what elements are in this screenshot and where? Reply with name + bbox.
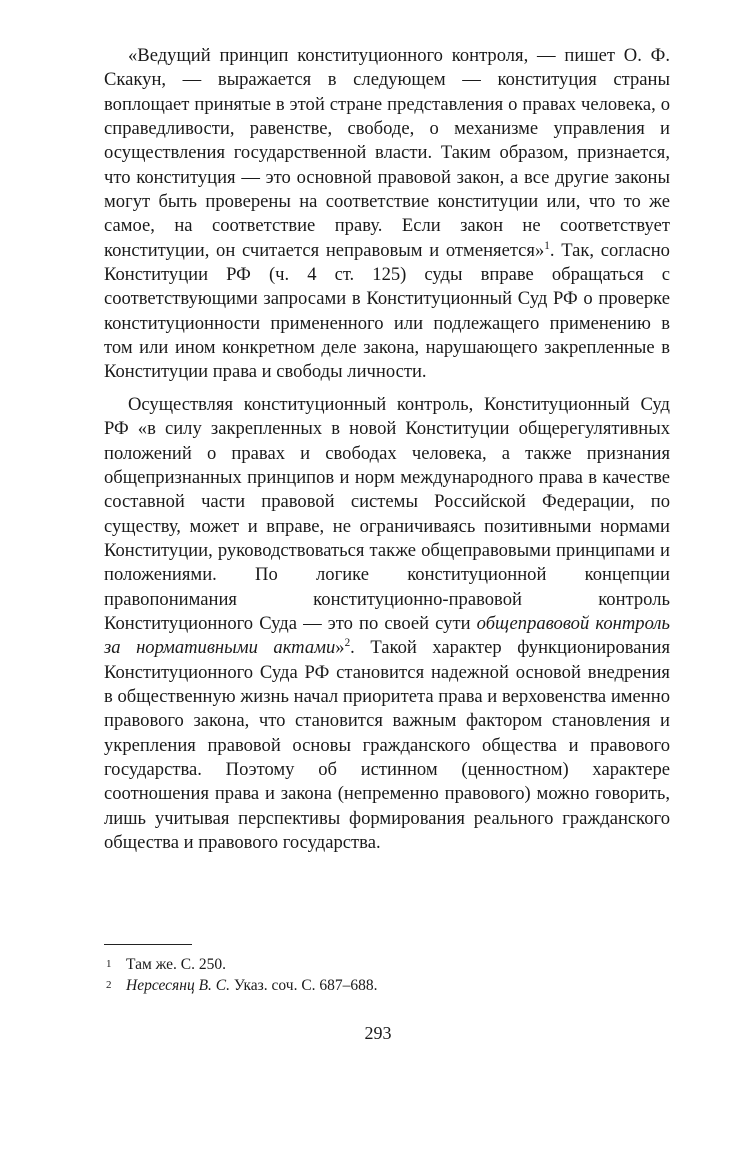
paragraph-1 — [104, 44, 670, 385]
footnote-2-author: Нерсесянц В. С. — [126, 977, 231, 994]
footnotes — [104, 954, 670, 996]
footnote-1 — [104, 954, 670, 975]
page-body — [104, 44, 670, 855]
footnote-2-number: 2 — [106, 979, 112, 991]
footnote-2-text: Указ. соч. С. 687–688. — [230, 977, 378, 994]
footnote-1-number: 1 — [106, 958, 112, 970]
paragraph-1-text: «Ведущий принцип конституционного контроля, — пишет О. Ф. Скакун, — выражается в следующем — конституция страны воплощает принятые в этой стране представления о правах человека, о справедливости, равенстве, свободе, о механизме управления и осуществления государственной власти. Таким образом, признается, что конституция — это основной правовой закон, а все другие законы могут быть проверены на соответствие конституции или, что то же самое, на соответствие праву. Если закон не соответствует конституции, он считается неправовым и отменяется» — [104, 45, 670, 261]
paragraph-2-rest: . Такой характер функционирования Конституционного Суда РФ становится надежной основой внедрения в общественную жизнь начал приоритета права и верховенства именно правового закона, что становится важным фактором становления и укрепления правовой основы гражданского общества и правового государства. Поэтому об истинном (ценностном) характере соотношения права и закона (непременно правового) можно говорить, лишь учитывая перспективы формирования реального гражданского общества и правового государства. — [104, 637, 670, 853]
footnote-ref-1[interactable]: 1 — [544, 239, 550, 252]
paragraph-1-rest: . Так, согласно Конституции РФ (ч. 4 ст. 125) суды вправе обращаться с соответствующими запросами в Конституционный Суд РФ о проверке конституционности примененного или подлежащего применению в том или ином конкретном деле закона, нарушающего закрепленные в Конституции права и свободы личности. — [104, 239, 670, 383]
paragraph-2-italic: общеправовой контроль за нормативными актами — [104, 612, 670, 659]
footnote-divider — [104, 944, 192, 945]
paragraph-2 — [104, 393, 670, 856]
footnote-1-text: Там же. С. 250. — [126, 956, 226, 973]
page-number: 293 — [364, 1023, 392, 1043]
footnote-ref-2[interactable]: 2 — [344, 637, 351, 650]
footnote-2 — [104, 975, 670, 996]
paragraph-2-text: Осуществляя конституционный контроль, Конституционный Суд РФ «в силу закрепленных в новой Конституции общерегулятивных положений о правах и свободах человека, а также признания общепризнанных принципов и норм международного права в качестве составной части правовой системы Российской Федерации, по существу, может и вправе, не ограничиваясь позитивными нормами Конституции, руководствоваться также общеправовыми принципами и положениями. По логике конституционной концепции правопонимания конституционно-правовой контроль Конституционного Суда — это по своей сути — [104, 393, 670, 634]
paragraph-2-quote-close: » — [335, 637, 345, 659]
